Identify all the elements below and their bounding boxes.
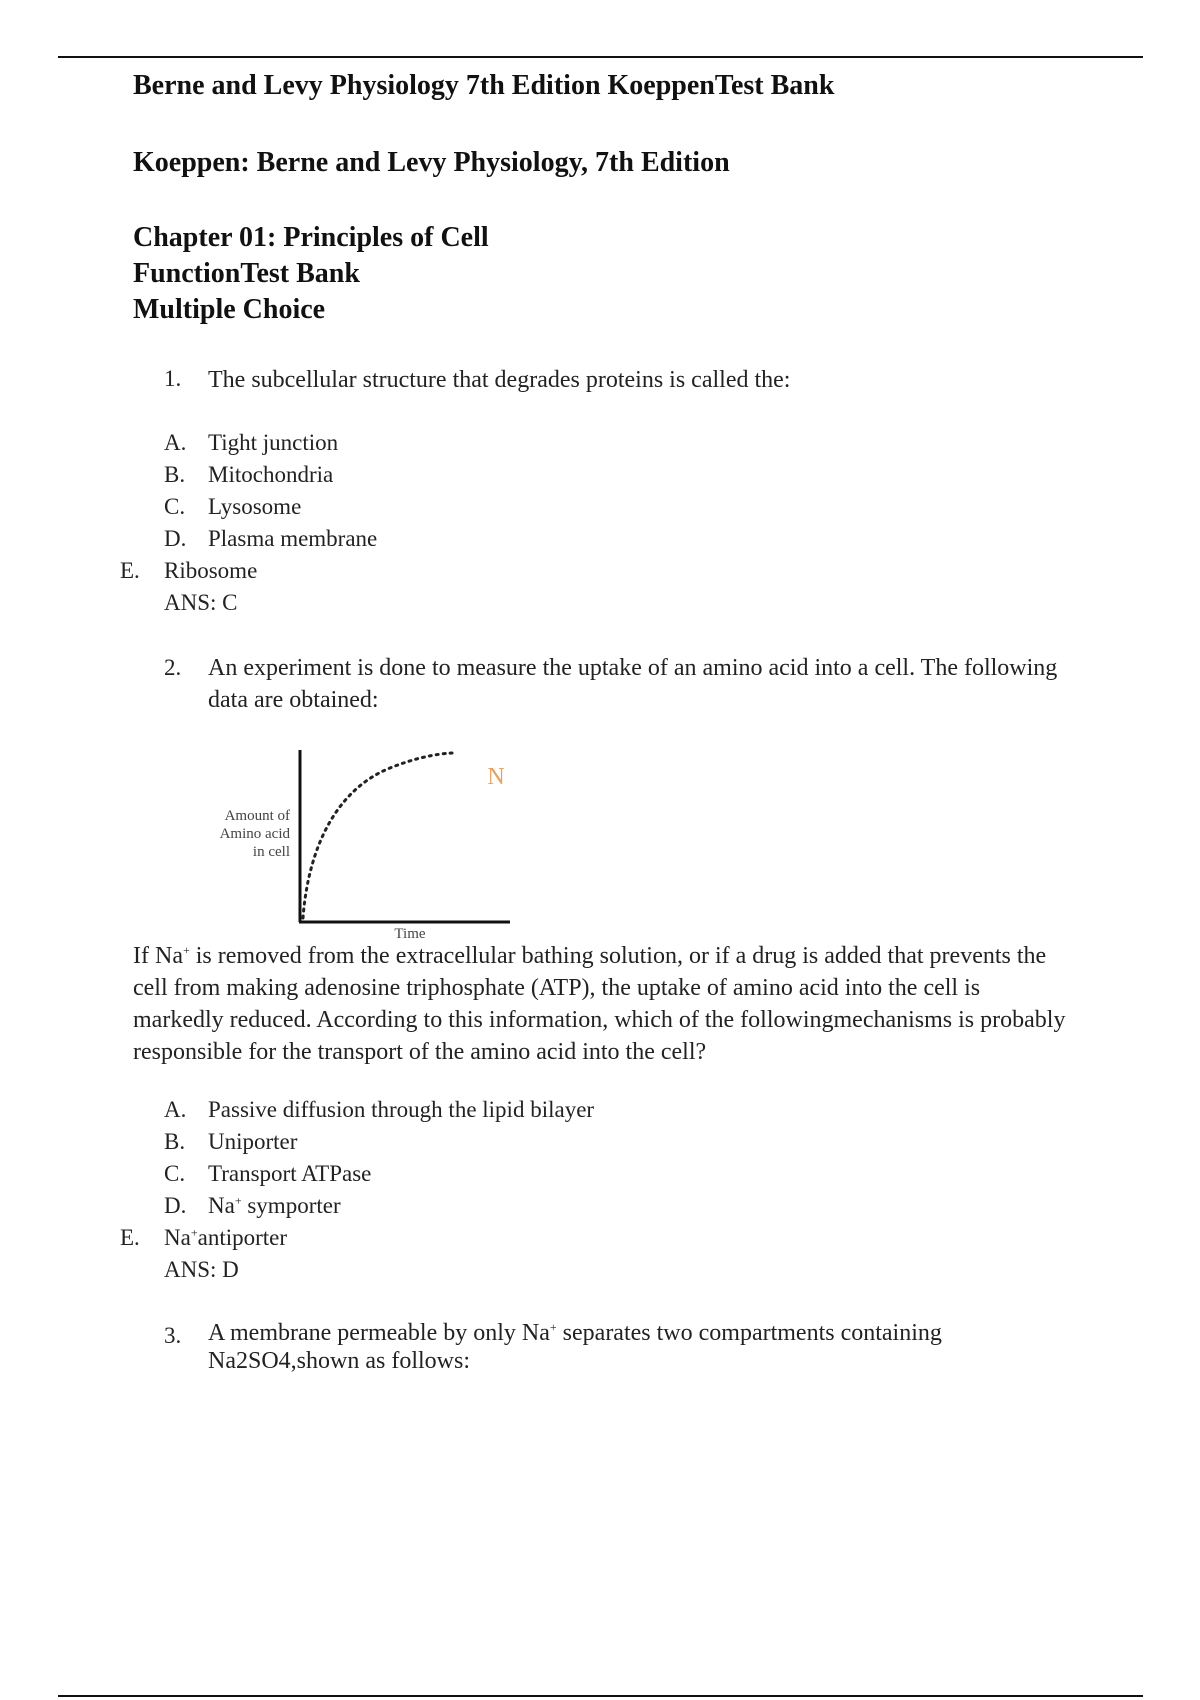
option-text: Mitochondria (208, 462, 334, 487)
option-letter: C. (164, 1161, 186, 1186)
option-e (120, 1225, 287, 1251)
option-letter: B. (164, 462, 186, 487)
question-text-line2: Na2SO4,shown as follows: (208, 1348, 470, 1374)
option-c (164, 1161, 371, 1187)
q3-post: separates two compartments containing (556, 1320, 942, 1346)
option-d (164, 1193, 341, 1219)
bottom-rule (58, 1695, 1143, 1697)
option-letter: A. (164, 430, 187, 455)
graph-marker-n: N (487, 764, 505, 790)
option-text: Tight junction (208, 430, 339, 455)
option-letter: D. (164, 526, 187, 551)
option-letter: E. (120, 558, 140, 583)
option-text: Passive diffusion through the lipid bilayer (208, 1097, 595, 1122)
chapter-title-line2: FunctionTest Bank (133, 258, 360, 289)
para-rest: is removed from the extracellular bathing solution, or if a drug is added that prevents the cell from making adenosine triphosphate (ATP), the uptake of amino acid into the cell is markedly reduced. According to this information, which of the followingmechanisms is probably responsible for the transport of the amino acid into the cell? (133, 943, 1066, 1065)
option-a (164, 1097, 594, 1123)
question-number: 1. (164, 366, 182, 391)
question-text: The subcellular structure that degrades proteins is called the: (208, 367, 791, 393)
option-letter: C. (164, 494, 186, 519)
option-text: Lysosome (208, 494, 302, 519)
q3-pre: A membrane permeable by only Na (208, 1320, 550, 1346)
option-sup: + (190, 1225, 198, 1240)
option-b (164, 462, 333, 488)
option-text: Uniporter (208, 1129, 298, 1154)
option-text: Transport ATPase (208, 1161, 372, 1186)
option-text-post: antiporter (197, 1225, 288, 1250)
book-title: Koeppen: Berne and Levy Physiology, 7th Edition (133, 147, 730, 178)
question-paragraph (133, 940, 1073, 1068)
answer-line: ANS: D (164, 1257, 239, 1282)
section-heading: Multiple Choice (133, 294, 326, 325)
option-text-pre: Na (164, 1225, 191, 1250)
option-e (120, 558, 257, 584)
option-b (164, 1129, 297, 1155)
chapter-title-line1: Chapter 01: Principles of Cell (133, 222, 489, 253)
option-c (164, 494, 301, 520)
option-text: Plasma membrane (208, 526, 378, 551)
uptake-curve (303, 753, 452, 918)
q3-sup: + (549, 1320, 557, 1334)
option-text-post: symporter (241, 1193, 341, 1218)
question-number: 2. (164, 655, 182, 680)
question-number: 3. (164, 1323, 182, 1348)
option-text: Ribosome (164, 558, 258, 583)
option-letter: E. (120, 1225, 140, 1250)
para-sup: + (182, 943, 190, 957)
option-d (164, 526, 377, 552)
para-prefix: If Na (133, 943, 183, 969)
option-a (164, 430, 338, 456)
uptake-graph (200, 740, 520, 940)
graph-ylabel-line1: Amount of (224, 808, 290, 824)
graph-ylabel-line3: in cell (252, 844, 290, 860)
question-text-line1 (208, 1320, 942, 1347)
graph-xlabel: Time (394, 926, 426, 940)
option-text-pre: Na (208, 1193, 235, 1218)
option-letter: D. (164, 1193, 187, 1218)
question-text: An experiment is done to measure the uptake of an amino acid into a cell. The following data are obtained: (208, 655, 1058, 713)
doc-title: Berne and Levy Physiology 7th Edition KoeppenTest Bank (133, 70, 835, 101)
option-letter: B. (164, 1129, 186, 1154)
answer-line: ANS: C (164, 590, 238, 615)
top-rule (58, 56, 1143, 58)
graph-ylabel-line2: Amino acid (219, 826, 290, 842)
option-letter: A. (164, 1097, 187, 1122)
option-sup: + (234, 1193, 242, 1208)
